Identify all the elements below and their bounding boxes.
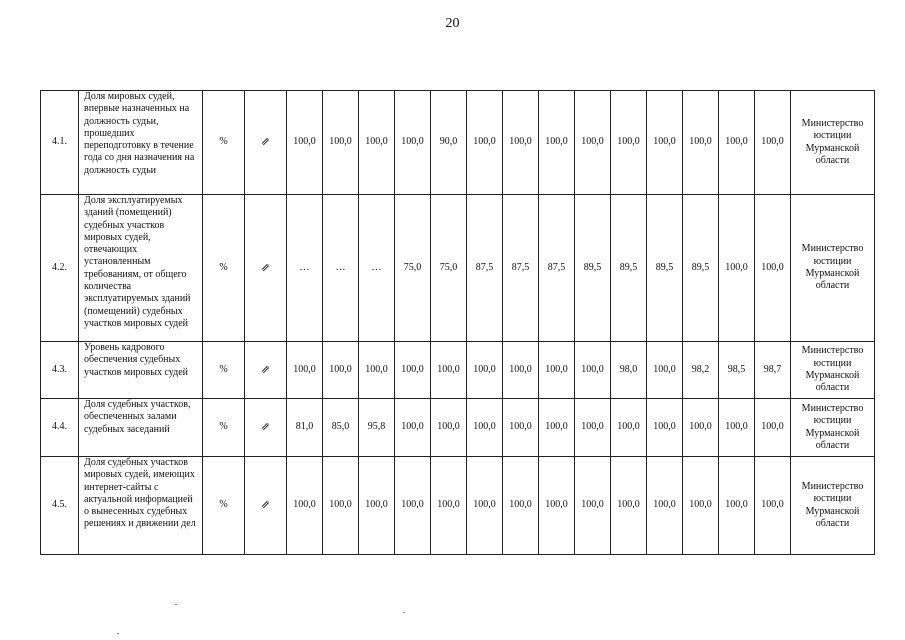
unit-cell: %: [203, 457, 245, 555]
value-cell: 100,0: [539, 91, 575, 195]
value-cell: 100,0: [323, 457, 359, 555]
value-cell: 100,0: [395, 342, 431, 399]
row-number-cell: 4.5.: [41, 457, 79, 555]
value-cell: 100,0: [539, 399, 575, 457]
value-cell: 81,0: [287, 399, 323, 457]
page-number: 20: [445, 16, 460, 31]
scan-speck: [117, 633, 119, 634]
value-cell: 89,5: [611, 195, 647, 342]
value-cell: 100,0: [647, 457, 683, 555]
responsible-org-cell: Министерство юстиции Мурманской области: [791, 342, 875, 399]
value-cell: 100,0: [719, 91, 755, 195]
value-cell: 100,0: [719, 195, 755, 342]
indicator-name-cell: Доля мировых судей, впервые назначенных на должность судьи, прошедших переподготовку в течение года со дня назначения на должность судьи: [79, 91, 203, 195]
indicator-name-cell: Доля судебных участков, обеспеченных залами судебных заседаний: [79, 399, 203, 457]
value-cell: 98,7: [755, 342, 791, 399]
value-cell: 87,5: [503, 195, 539, 342]
value-cell: 100,0: [647, 91, 683, 195]
responsible-org-cell: Министерство юстиции Мурманской области: [791, 91, 875, 195]
table-body: [41, 91, 875, 555]
row-number-cell: 4.1.: [41, 91, 79, 195]
value-cell: …: [287, 195, 323, 342]
value-cell: 100,0: [575, 342, 611, 399]
value-cell: 100,0: [359, 342, 395, 399]
value-cell: 98,2: [683, 342, 719, 399]
value-cell: 100,0: [503, 399, 539, 457]
value-cell: 100,0: [395, 457, 431, 555]
value-cell: 100,0: [503, 91, 539, 195]
value-cell: 100,0: [467, 91, 503, 195]
value-cell: 100,0: [539, 457, 575, 555]
value-cell: 100,0: [467, 457, 503, 555]
responsible-org-cell: Министерство юстиции Мурманской области: [791, 195, 875, 342]
trend-arrow-icon: ⇗: [245, 195, 287, 342]
indicator-name-cell: Доля эксплуатируемых зданий (помещений) судебных участков мировых судей, отвечающих установленным требованиям, от общего количества эксплуатируемых зданий (помещений) судебных участков мировых судей: [79, 195, 203, 342]
value-cell: 100,0: [647, 342, 683, 399]
row-number-cell: 4.2.: [41, 195, 79, 342]
value-cell: 100,0: [287, 91, 323, 195]
value-cell: 100,0: [575, 91, 611, 195]
value-cell: 100,0: [611, 399, 647, 457]
value-cell: …: [359, 195, 395, 342]
responsible-org-cell: Министерство юстиции Мурманской области: [791, 457, 875, 555]
trend-arrow-icon: ⇗: [245, 342, 287, 399]
trend-arrow-icon: ⇗: [245, 399, 287, 457]
value-cell: 75,0: [431, 195, 467, 342]
value-cell: 100,0: [467, 342, 503, 399]
row-number-cell: 4.4.: [41, 399, 79, 457]
unit-cell: %: [203, 342, 245, 399]
value-cell: 100,0: [611, 91, 647, 195]
value-cell: 98,0: [611, 342, 647, 399]
row-number-cell: 4.3.: [41, 342, 79, 399]
value-cell: 100,0: [431, 457, 467, 555]
trend-arrow-icon: ⇗: [245, 91, 287, 195]
value-cell: 95,8: [359, 399, 395, 457]
unit-cell: %: [203, 91, 245, 195]
value-cell: 100,0: [359, 91, 395, 195]
value-cell: 100,0: [431, 399, 467, 457]
value-cell: 100,0: [683, 91, 719, 195]
value-cell: 87,5: [539, 195, 575, 342]
value-cell: 100,0: [431, 342, 467, 399]
value-cell: 100,0: [575, 399, 611, 457]
scan-speck: [175, 604, 177, 605]
value-cell: 100,0: [503, 457, 539, 555]
table-row: [41, 91, 875, 195]
value-cell: 90,0: [431, 91, 467, 195]
scan-speck: [403, 612, 405, 613]
value-cell: 100,0: [575, 457, 611, 555]
value-cell: 100,0: [287, 342, 323, 399]
value-cell: 100,0: [755, 91, 791, 195]
value-cell: 89,5: [647, 195, 683, 342]
value-cell: 85,0: [323, 399, 359, 457]
value-cell: 100,0: [755, 195, 791, 342]
value-cell: 100,0: [683, 457, 719, 555]
value-cell: 100,0: [395, 91, 431, 195]
value-cell: 75,0: [395, 195, 431, 342]
value-cell: 100,0: [503, 342, 539, 399]
value-cell: 89,5: [683, 195, 719, 342]
value-cell: 100,0: [287, 457, 323, 555]
trend-arrow-icon: ⇗: [245, 457, 287, 555]
indicator-name-cell: Уровень кадрового обеспечения судебных участков мировых судей: [79, 342, 203, 399]
table-row: [41, 342, 875, 399]
value-cell: 89,5: [575, 195, 611, 342]
value-cell: 100,0: [647, 399, 683, 457]
value-cell: 100,0: [467, 399, 503, 457]
unit-cell: %: [203, 399, 245, 457]
unit-cell: %: [203, 195, 245, 342]
value-cell: 100,0: [323, 91, 359, 195]
value-cell: 98,5: [719, 342, 755, 399]
value-cell: 100,0: [395, 399, 431, 457]
value-cell: 100,0: [539, 342, 575, 399]
value-cell: …: [323, 195, 359, 342]
table-row: [41, 195, 875, 342]
responsible-org-cell: Министерство юстиции Мурманской области: [791, 399, 875, 457]
value-cell: 100,0: [719, 457, 755, 555]
table-row: [41, 399, 875, 457]
indicator-name-cell: Доля судебных участков мировых судей, имеющих интернет-сайты с актуальной информацией о вынесенных судебных решениях и движении дел: [79, 457, 203, 555]
table-row: [41, 457, 875, 555]
value-cell: 100,0: [755, 457, 791, 555]
value-cell: 87,5: [467, 195, 503, 342]
value-cell: 100,0: [755, 399, 791, 457]
value-cell: 100,0: [323, 342, 359, 399]
indicators-table: [40, 90, 875, 555]
value-cell: 100,0: [359, 457, 395, 555]
value-cell: 100,0: [719, 399, 755, 457]
value-cell: 100,0: [611, 457, 647, 555]
value-cell: 100,0: [683, 399, 719, 457]
